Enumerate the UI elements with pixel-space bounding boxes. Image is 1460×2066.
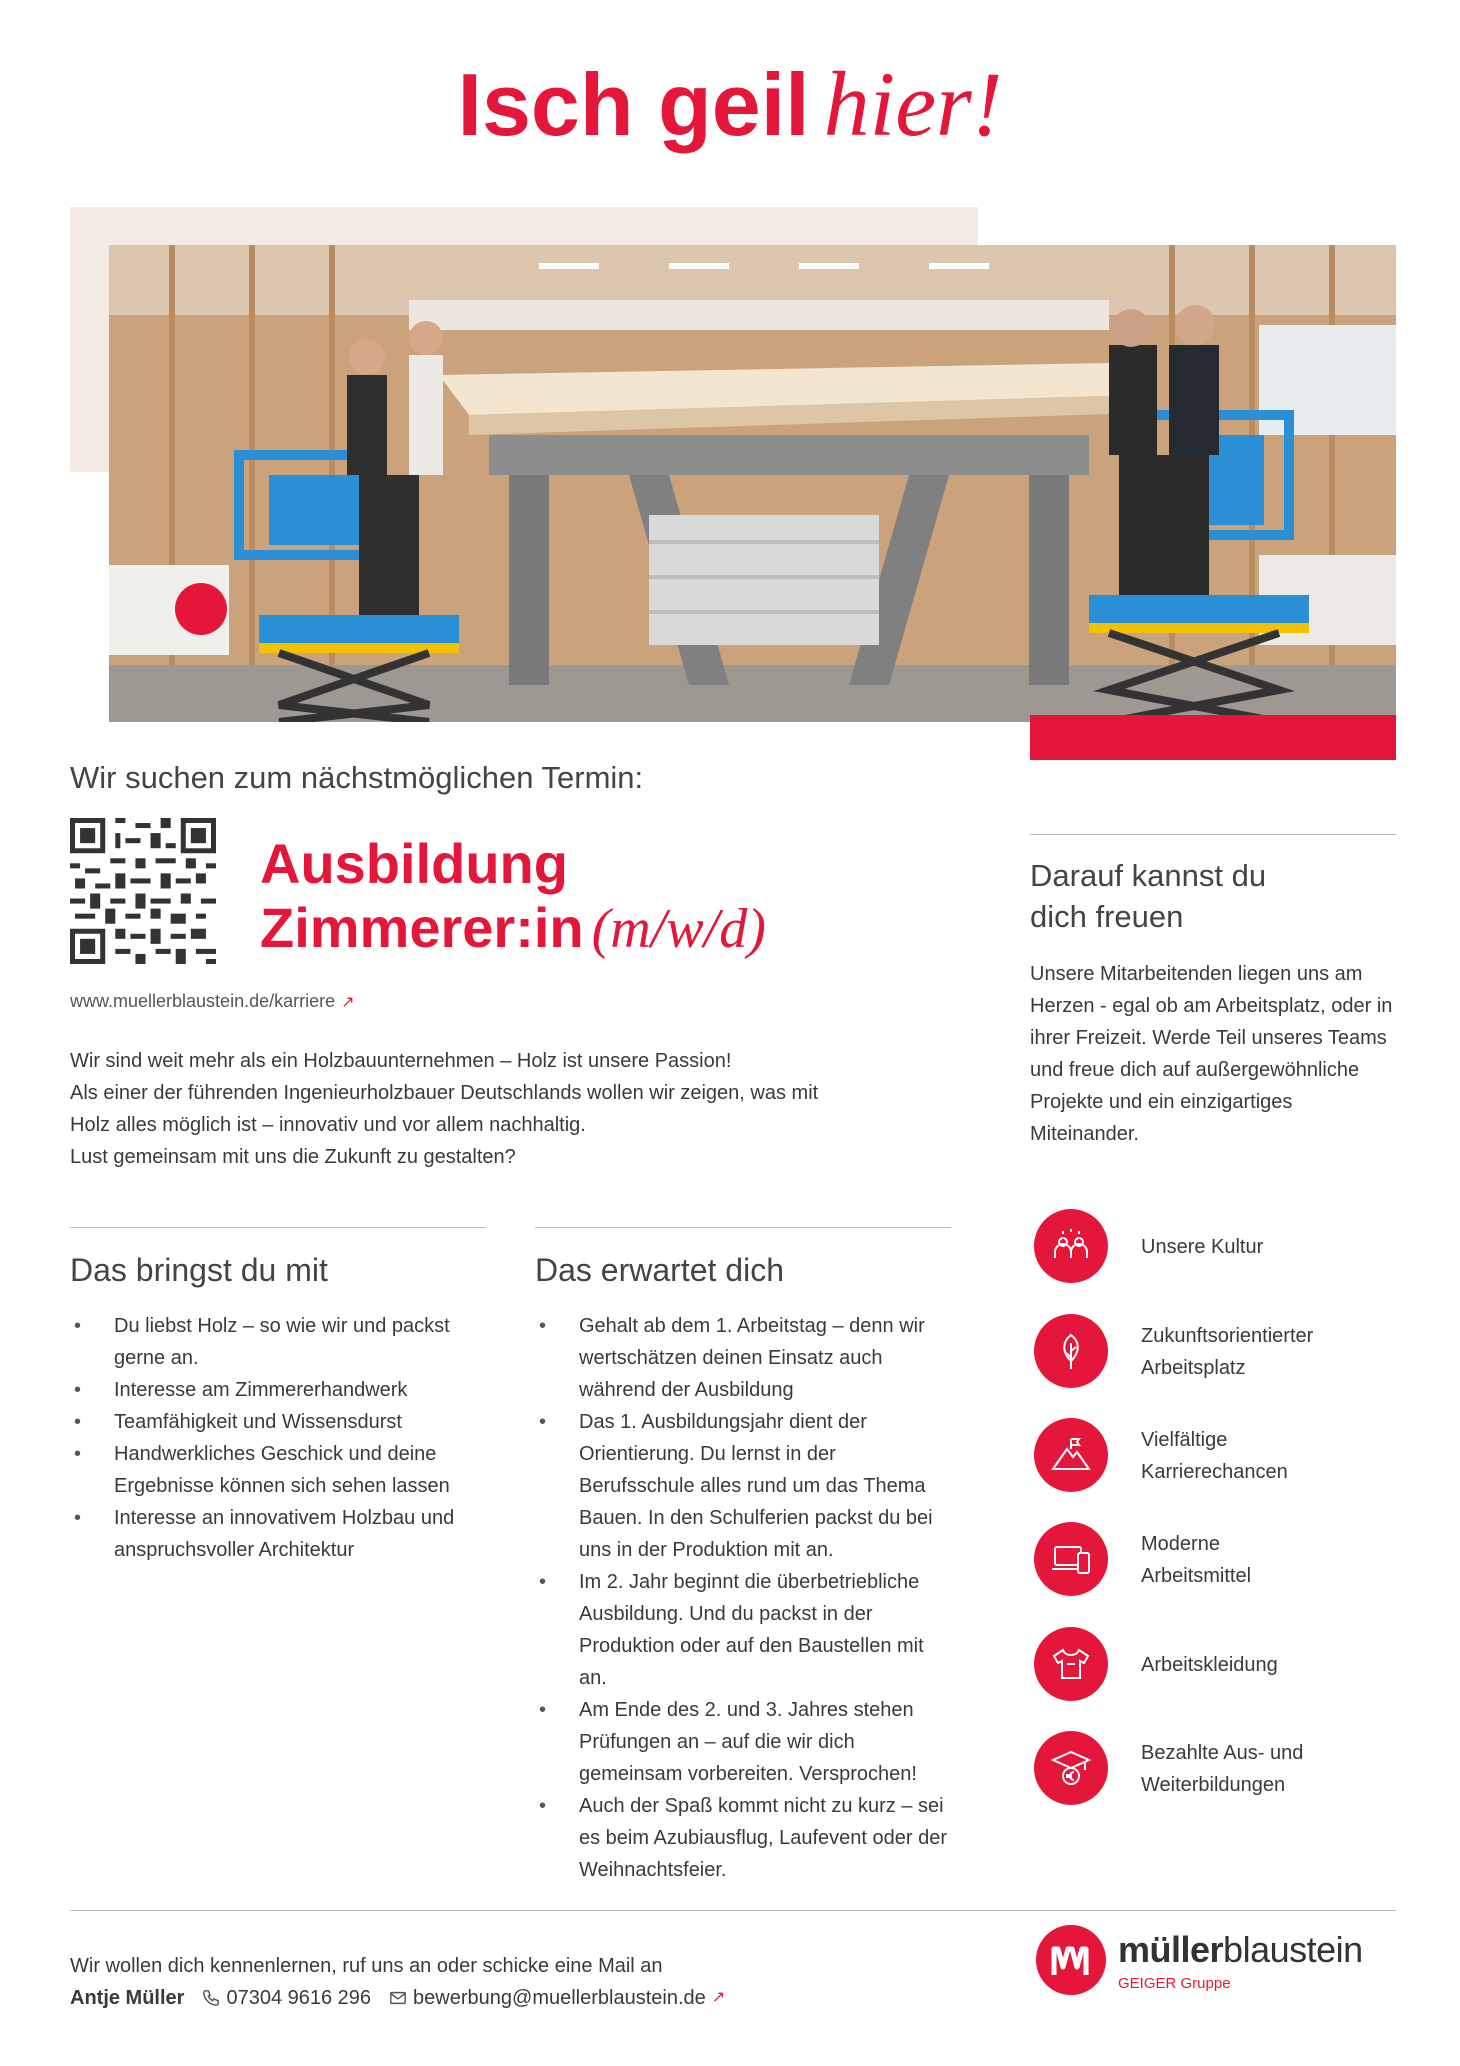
list-item: • Handwerkliches Geschick und deine Ergebnisse können sich sehen lassen [70, 1438, 490, 1502]
perk-label-line1: Unsere Kultur [1141, 1236, 1264, 1258]
divider [70, 1910, 1396, 1911]
career-link-text[interactable]: www.muellerblaustein.de/karriere [70, 991, 336, 1011]
perk-clothing [1034, 1627, 1414, 1703]
workshop-photo [109, 245, 1396, 722]
benefits-heading [1030, 855, 1390, 937]
job-title-line1: Ausbildung [260, 832, 568, 895]
list-item: • Das 1. Ausbildungsjahr dient der Orientierung. Du lernst in der Berufsschule alles rund um das Thema Bauen. In den Schulferien packst du bei uns in der Produktion mit an. [535, 1406, 955, 1566]
list-item: • Du liebst Holz – so wie wir und packst gerne an. [70, 1310, 490, 1374]
graduation-euro-icon [1034, 1731, 1108, 1805]
list-item: • Gehalt ab dem 1. Arbeitstag – denn wir wertschätzen deinen Einsatz auch während der Ausbildung [535, 1310, 955, 1406]
workshop-photo-illustration [109, 245, 1396, 722]
shirt-icon [1034, 1627, 1108, 1701]
qr-code[interactable] [70, 818, 216, 964]
red-accent-bar [1030, 715, 1396, 760]
divider [70, 1227, 486, 1228]
intro-text: Wir suchen zum nächstmöglichen Termin: [70, 760, 644, 795]
perk-label-line2: Arbeitsmittel [1141, 1565, 1252, 1587]
logo-mark [1036, 1925, 1106, 1995]
headline-bold: Isch geil [457, 55, 810, 154]
logo-name [1118, 1929, 1363, 1971]
description-line: Holz alles möglich ist – innovativ und vor allem nachhaltig. [70, 1114, 586, 1136]
description-line: Als einer der führenden Ingenieurholzbauer Deutschlands wollen wir zeigen, was mit [70, 1082, 819, 1104]
footer-invitation: Wir wollen dich kennenlernen, ruf uns an oder schicke eine Mail an [70, 1955, 663, 1977]
description-line: Wir sind weit mehr als ein Holzbauunternehmen – Holz ist unsere Passion! [70, 1050, 732, 1072]
perk-label-line2: Karrierechancen [1141, 1461, 1288, 1483]
perk-label [1141, 1231, 1401, 1263]
logo-m-mark [1036, 1925, 1106, 1995]
perk-label-line2: Weiterbildungen [1141, 1774, 1286, 1796]
job-title-gender: (m/w/d) [591, 898, 766, 960]
list-item: • Auch der Spaß kommt nicht zu kurz – sei es beim Azubiausflug, Laufevent oder der Weihnachtsfeier. [535, 1790, 955, 1886]
divider [1030, 834, 1396, 835]
arrow-up-right-icon: ↗ [341, 994, 355, 1011]
perk-label [1141, 1320, 1401, 1384]
perk-label [1141, 1528, 1401, 1592]
headline [0, 53, 1460, 155]
company-logo [1036, 1925, 1398, 2001]
mail-icon [389, 1989, 407, 2007]
job-title-line2: Zimmerer:in [260, 896, 584, 959]
job-title [260, 832, 766, 961]
company-description [70, 1045, 950, 1173]
perk-label-line1: Moderne [1141, 1533, 1220, 1555]
list-item: • Im 2. Jahr beginnt die überbetriebliche Ausbildung. Und du packst in der Produktion oder auf den Baustellen mit an. [535, 1566, 955, 1694]
perk-workplace [1034, 1314, 1414, 1390]
perk-label-line1: Bezahlte Aus- und [1141, 1742, 1304, 1764]
contact-email[interactable]: bewerbung@muellerblaustein.de [413, 1987, 706, 2009]
logo-subtitle: GEIGER Gruppe [1118, 1975, 1231, 1992]
perk-label [1141, 1737, 1401, 1801]
perk-label-line1: Vielfältige [1141, 1429, 1228, 1451]
career-link[interactable] [70, 991, 355, 1012]
perk-label [1141, 1649, 1401, 1681]
list-item: • Teamfähigkeit und Wissensdurst [70, 1406, 490, 1438]
perk-label-line1: Arbeitskleidung [1141, 1654, 1278, 1676]
perk-culture [1034, 1209, 1414, 1285]
requirements-list [70, 1310, 490, 1566]
list-item: • Am Ende des 2. und 3. Jahres stehen Prüfungen an – auf die wir dich gemeinsam vorbereiten. Versprochen! [535, 1694, 955, 1790]
list-item: • Interesse an innovativem Holzbau und anspruchsvoller Architektur [70, 1502, 490, 1566]
requirements-heading: Das bringst du mit [70, 1252, 328, 1288]
arrow-up-right-icon: ↗ [711, 1989, 726, 2006]
benefits-heading-line2: dich freuen [1030, 899, 1184, 934]
contact-name: Antje Müller [70, 1987, 185, 2009]
perk-label-line1: Zukunftsorientierter [1141, 1325, 1314, 1347]
leaf-icon [1034, 1314, 1108, 1388]
perk-label-line2: Arbeitsplatz [1141, 1357, 1246, 1379]
laptop-phone-icon [1034, 1522, 1108, 1596]
mountain-flag-icon [1034, 1418, 1108, 1492]
phone-icon [202, 1989, 220, 2007]
people-icon [1034, 1209, 1108, 1283]
perk-training [1034, 1731, 1414, 1807]
list-item: • Interesse am Zimmererhandwerk [70, 1374, 490, 1406]
perk-label [1141, 1424, 1401, 1488]
headline-script: hier! [823, 53, 1003, 155]
description-line: Lust gemeinsam mit uns die Zukunft zu gestalten? [70, 1146, 516, 1168]
divider [535, 1227, 951, 1228]
contact-phone[interactable]: 07304 9616 296 [226, 1987, 372, 2009]
expectations-list [535, 1310, 955, 1886]
perk-equipment [1034, 1522, 1414, 1598]
perk-career [1034, 1418, 1414, 1494]
logo-name-bold: müller [1118, 1929, 1224, 1970]
benefits-text: Unsere Mitarbeitenden liegen uns am Herzen - egal ob am Arbeitsplatz, oder in ihrer Freizeit. Werde Teil unseres Teams und freue dich auf außergewöhnliche Projekte und ein einzigartiges Miteinander. [1030, 963, 1393, 1145]
benefits-heading-line1: Darauf kannst du [1030, 858, 1267, 893]
expectations-heading: Das erwartet dich [535, 1252, 784, 1288]
logo-name-regular: blaustein [1223, 1929, 1363, 1970]
footer-contact [70, 1982, 725, 2014]
